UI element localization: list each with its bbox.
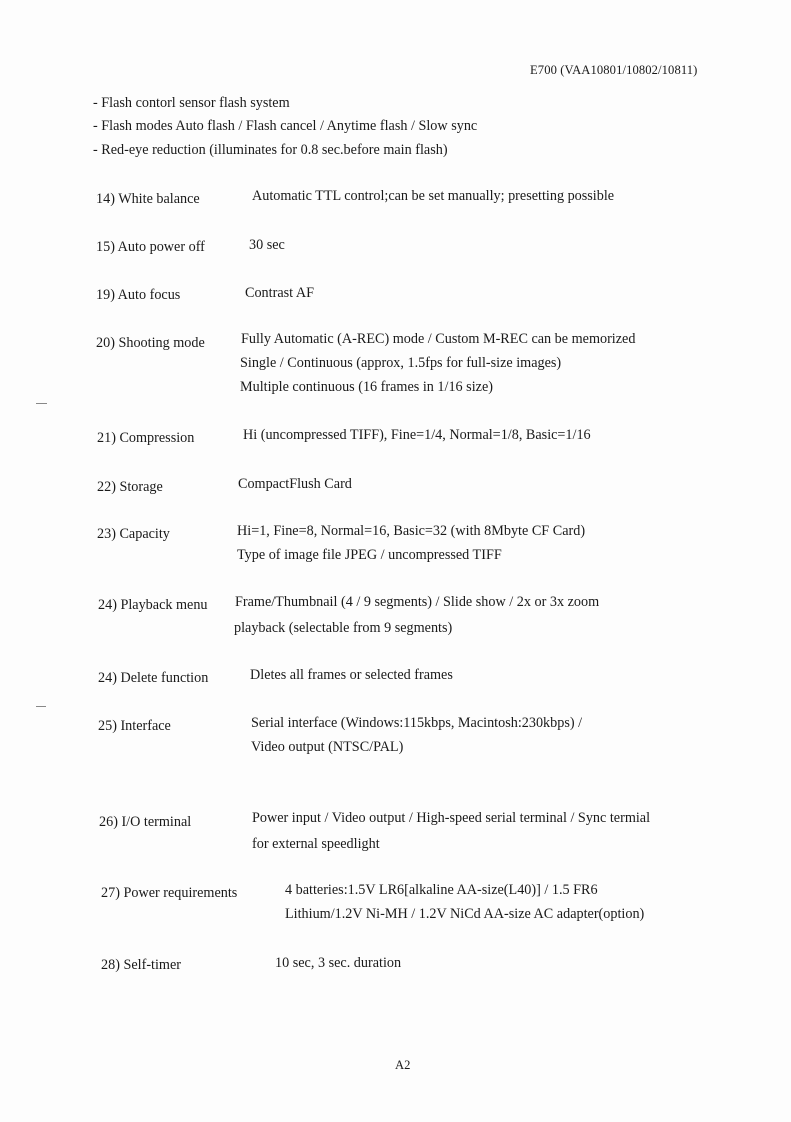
- spec-value-power-requirements-1: 4 batteries:1.5V LR6[alkaline AA-size(L40)] / 1.5 FR6: [285, 882, 598, 898]
- spec-value-shooting-mode-1: Fully Automatic (A-REC) mode / Custom M-REC can be memorized: [241, 331, 636, 347]
- margin-mark: [36, 706, 46, 707]
- flash-modes-note: - Flash modes Auto flash / Flash cancel / Anytime flash / Slow sync: [93, 118, 478, 134]
- spec-value-playback-menu-1: Frame/Thumbnail (4 / 9 segments) / Slide show / 2x or 3x zoom: [235, 594, 600, 610]
- spec-value-power-requirements-2: Lithium/1.2V Ni-MH / 1.2V NiCd AA-size AC adapter(option): [285, 906, 645, 922]
- spec-label-playback-menu: 24) Playback menu: [98, 597, 208, 613]
- spec-label-interface: 25) Interface: [98, 718, 171, 734]
- spec-label-delete-function: 24) Delete function: [98, 670, 209, 686]
- spec-label-auto-focus: 19) Auto focus: [96, 287, 181, 303]
- spec-value-capacity-1: Hi=1, Fine=8, Normal=16, Basic=32 (with 8Mbyte CF Card): [237, 523, 586, 539]
- spec-label-compression: 21) Compression: [97, 430, 195, 446]
- spec-value-compression: Hi (uncompressed TIFF), Fine=1/4, Normal=1/8, Basic=1/16: [243, 427, 591, 443]
- red-eye-note: - Red-eye reduction (illuminates for 0.8 sec.before main flash): [93, 142, 448, 158]
- spec-label-self-timer: 28) Self-timer: [101, 957, 181, 973]
- spec-label-power-requirements: 27) Power requirements: [101, 885, 238, 901]
- page-number: A2: [395, 1058, 411, 1072]
- spec-value-shooting-mode-3: Multiple continuous (16 frames in 1/16 size): [240, 379, 493, 395]
- spec-label-capacity: 23) Capacity: [97, 526, 170, 542]
- spec-value-self-timer: 10 sec, 3 sec. duration: [275, 955, 402, 971]
- spec-value-interface-2: Video output (NTSC/PAL): [251, 739, 404, 755]
- spec-value-io-terminal-2: for external speedlight: [252, 836, 380, 852]
- spec-value-playback-menu-2: playback (selectable from 9 segments): [234, 620, 453, 636]
- spec-label-white-balance: 14) White balance: [96, 191, 200, 207]
- spec-value-capacity-2: Type of image file JPEG / uncompressed TIFF: [237, 547, 502, 563]
- margin-mark: [36, 403, 47, 404]
- spec-label-io-terminal: 26) I/O terminal: [99, 814, 192, 830]
- spec-value-delete-function: Dletes all frames or selected frames: [250, 667, 453, 683]
- spec-value-auto-power-off: 30 sec: [249, 237, 285, 253]
- spec-label-auto-power-off: 15) Auto power off: [96, 239, 205, 255]
- spec-label-storage: 22) Storage: [97, 479, 163, 495]
- spec-value-white-balance: Automatic TTL control;can be set manually; presetting possible: [252, 188, 615, 204]
- spec-value-auto-focus: Contrast AF: [245, 285, 314, 301]
- spec-value-interface-1: Serial interface (Windows:115kbps, Macintosh:230kbps) /: [251, 715, 583, 731]
- flash-control-note: - Flash contorl sensor flash system: [93, 95, 290, 111]
- spec-value-io-terminal-1: Power input / Video output / High-speed serial terminal / Sync termial: [252, 810, 651, 826]
- document-header-model: E700 (VAA10801/10802/10811): [530, 63, 698, 77]
- spec-label-shooting-mode: 20) Shooting mode: [96, 335, 205, 351]
- spec-value-storage: CompactFlush Card: [238, 476, 352, 492]
- spec-value-shooting-mode-2: Single / Continuous (approx, 1.5fps for full-size images): [240, 355, 562, 371]
